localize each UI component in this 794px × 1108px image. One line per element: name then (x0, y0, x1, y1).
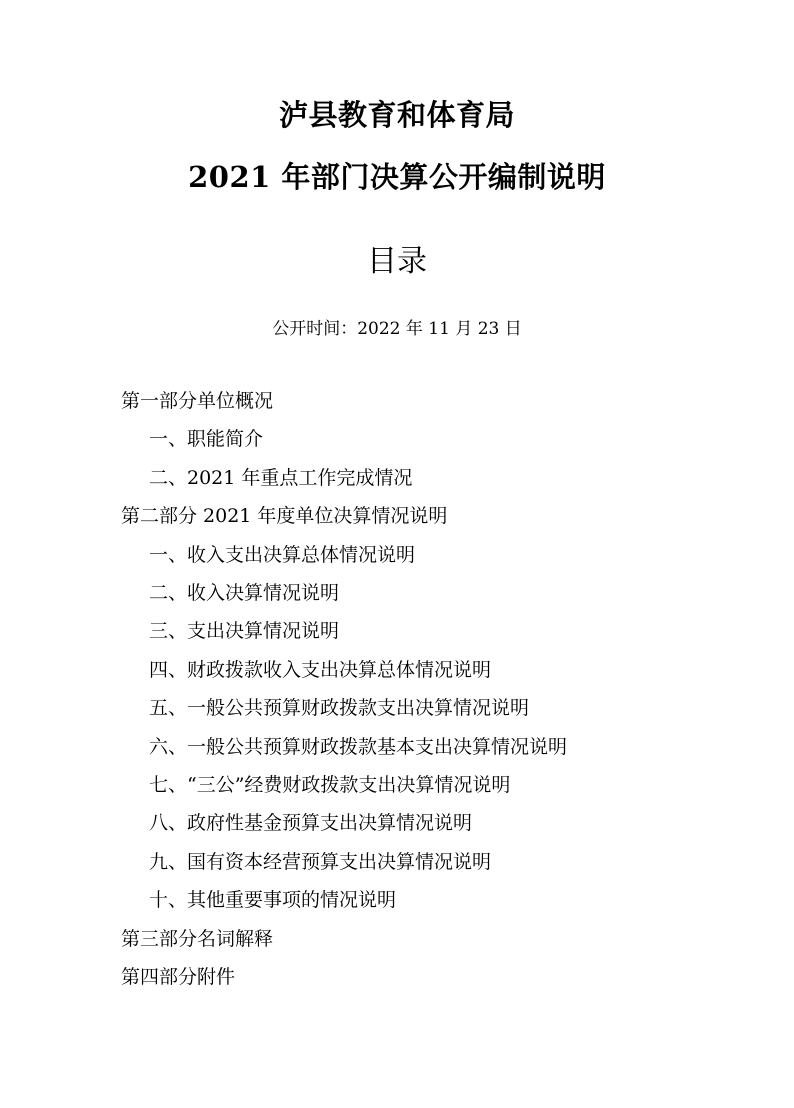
toc-heading: 目录 (367, 244, 427, 279)
toc-section-entry: 五、一般公共预算财政拨款支出决算情况说明 (149, 697, 530, 720)
toc-part-entry: 第四部分附件 (121, 966, 236, 988)
toc-section-entry: 七、“三公”经费财政拨款支出决算情况说明 (149, 774, 511, 796)
toc-part-entry: 第三部分名词解释 (121, 927, 274, 950)
toc-section-entry: 六、一般公共预算财政拨款基本支出决算情况说明 (149, 735, 568, 758)
toc-section-entry: 一、职能简介 (149, 428, 264, 451)
toc-part-entry: 第一部分单位概况 (121, 390, 274, 412)
toc-section-entry: 二、收入决算情况说明 (149, 582, 340, 604)
publish-date: 公开时间：2022 年 11 月 23 日 (272, 319, 522, 339)
toc-section-entry: 三、支出决算情况说明 (149, 620, 340, 643)
document-title-line1: 泸县教育和体育局 (278, 98, 515, 132)
toc-part-entry: 第二部分 2021 年度单位决算情况说明 (121, 505, 448, 528)
toc-section-entry: 二、2021 年重点工作完成情况 (149, 466, 413, 489)
toc-section-entry: 八、政府性基金预算支出决算情况说明 (149, 812, 473, 835)
toc-section-entry: 一、收入支出决算总体情况说明 (149, 543, 416, 566)
document-title-line2: 2021 年部门决算公开编制说明 (188, 160, 606, 194)
toc-section-entry: 四、财政拨款收入支出决算总体情况说明 (149, 658, 492, 681)
toc-section-entry: 十、其他重要事项的情况说明 (149, 889, 397, 912)
toc-section-entry: 九、国有资本经营预算支出决算情况说明 (149, 850, 492, 873)
